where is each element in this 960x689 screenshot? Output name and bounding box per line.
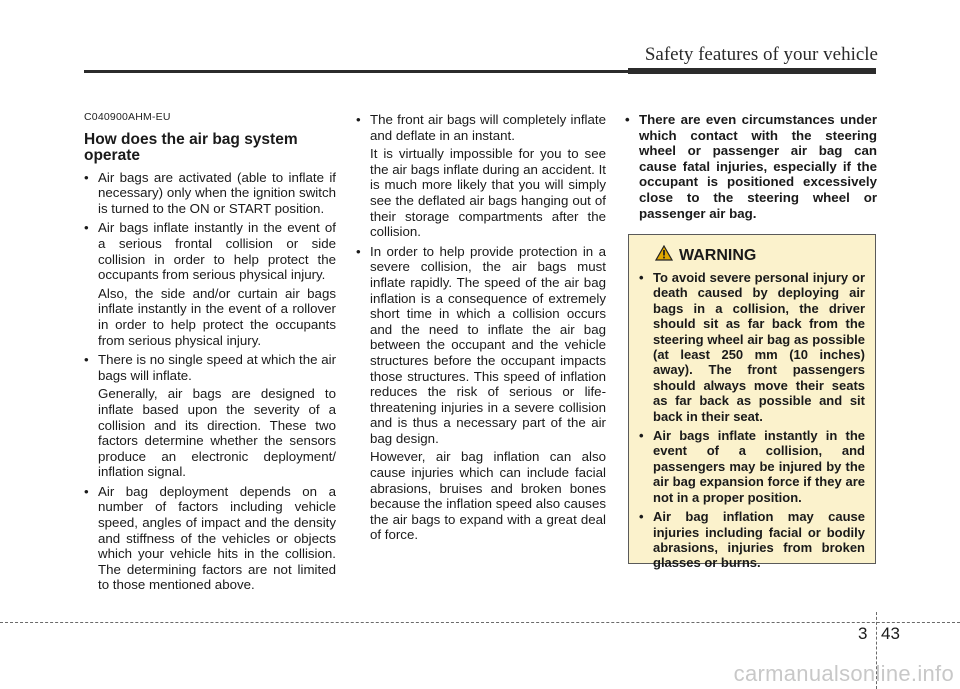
bullet-paragraph: However, air bag inflation can also cause injuries which can include facial abrasions, bruises and broken bones because the inflation speed also causes the air bags to expand with a great deal of force. [370,449,606,543]
page-number: 43 [881,624,900,643]
bullet-text: There is no single speed at which the air bags will inflate. [98,352,337,383]
bullet-text: To avoid severe personal injury or death caused by deploying air bags in a collision, the driver should sit as far back from the steering wheel air bag as possible (at least 250 mm (10 inches) away). The front passengers should always move their seats as far back as possible and sit back in their seat. [653,270,865,424]
header-accent-bar [628,68,876,74]
list-item [639,509,865,571]
bullet-text: Air bag deployment depends on a number of factors including vehicle speed, angles of impact and the density and stiffness of the vehicles or objects which your vehicle hits in the collision. The determining factors are not limited to those mentioned above. [98,483,336,593]
warning-title: WARNING [679,246,757,264]
middle-column [356,112,606,547]
bullet-text: There are even circumstances under which contact with the steering wheel or passenger air bag can cause fatal injuries, especially if the occupant is positioned excessively close to the steering wheel or passenger air bag. [639,112,877,221]
bullet-text: The front air bags will completely inflate and deflate in an instant. [370,112,606,143]
bullet-text: Air bags inflate instantly in the event of a collision, and passengers may be injured by the air bag expansion force if they are not in a proper position. [653,428,865,505]
bullet-text: In order to help provide protection in a severe collision, the air bags must inflate rapidly. The speed of the air bag inflation is a consequence of extremely short time in which a collision occurs and the need to inflate the air bag between the occupant and the vehicle structures before the occupant impacts those structures. This speed of inflation reduces the risk of serious or life-threatening injuries in a severe collision and is thus a necessary part of the air bag design. [370,243,606,446]
bullet-paragraph: It is virtually impossible for you to see the air bags inflate during an accident. It is much more likely that you will simply see the deflated air bags hanging out of their storage compartments after the collision. [370,146,606,240]
list-item [625,112,877,221]
section-title: Safety features of your vehicle [644,44,878,65]
list-item [84,220,336,348]
left-bullet-list [84,170,336,593]
list-item [356,244,606,543]
warning-box [628,234,876,571]
list-item [84,484,336,593]
list-item [84,170,336,217]
section-code: C040900AHM-EU [84,111,171,123]
watermark: carmanualsonline.info [733,661,954,686]
warning-triangle-icon [655,245,673,266]
warning-header [655,245,865,266]
bullet-text: Air bag inflation may cause injuries including facial or bodily abrasions, injuries from broken glasses or burns. [653,509,865,571]
right-column [625,112,877,225]
bullet-text: Air bags inflate instantly in the event of a serious frontal collision or side collision in order to help protect the occupants from serious physical injury. [98,220,336,283]
middle-bullet-list [356,112,606,543]
list-item [356,112,606,240]
list-item [639,428,865,505]
bullet-text: Air bags are activated (able to inflate if necessary) only when the ignition switch is turned to the ON or START position. [98,169,336,216]
list-item [639,270,865,424]
chapter-number: 3 [858,624,868,643]
right-bullet-list [625,112,877,221]
warning-bullet-list [639,270,865,571]
left-column [84,110,336,597]
footer-rule [0,622,960,623]
list-item [84,352,336,480]
section-heading: How does the air bag system operate [84,130,298,164]
bullet-paragraph: Generally, air bags are designed to inflate based upon the severity of a collision and its direction. These two factors determine whether the sensors produce an electronic deployment/ inflation signal. [98,386,336,480]
bullet-paragraph: Also, the side and/or curtain air bags inflate instantly in the event of a rollover in order to help protect the occupants from serious physical injury. [98,285,336,348]
